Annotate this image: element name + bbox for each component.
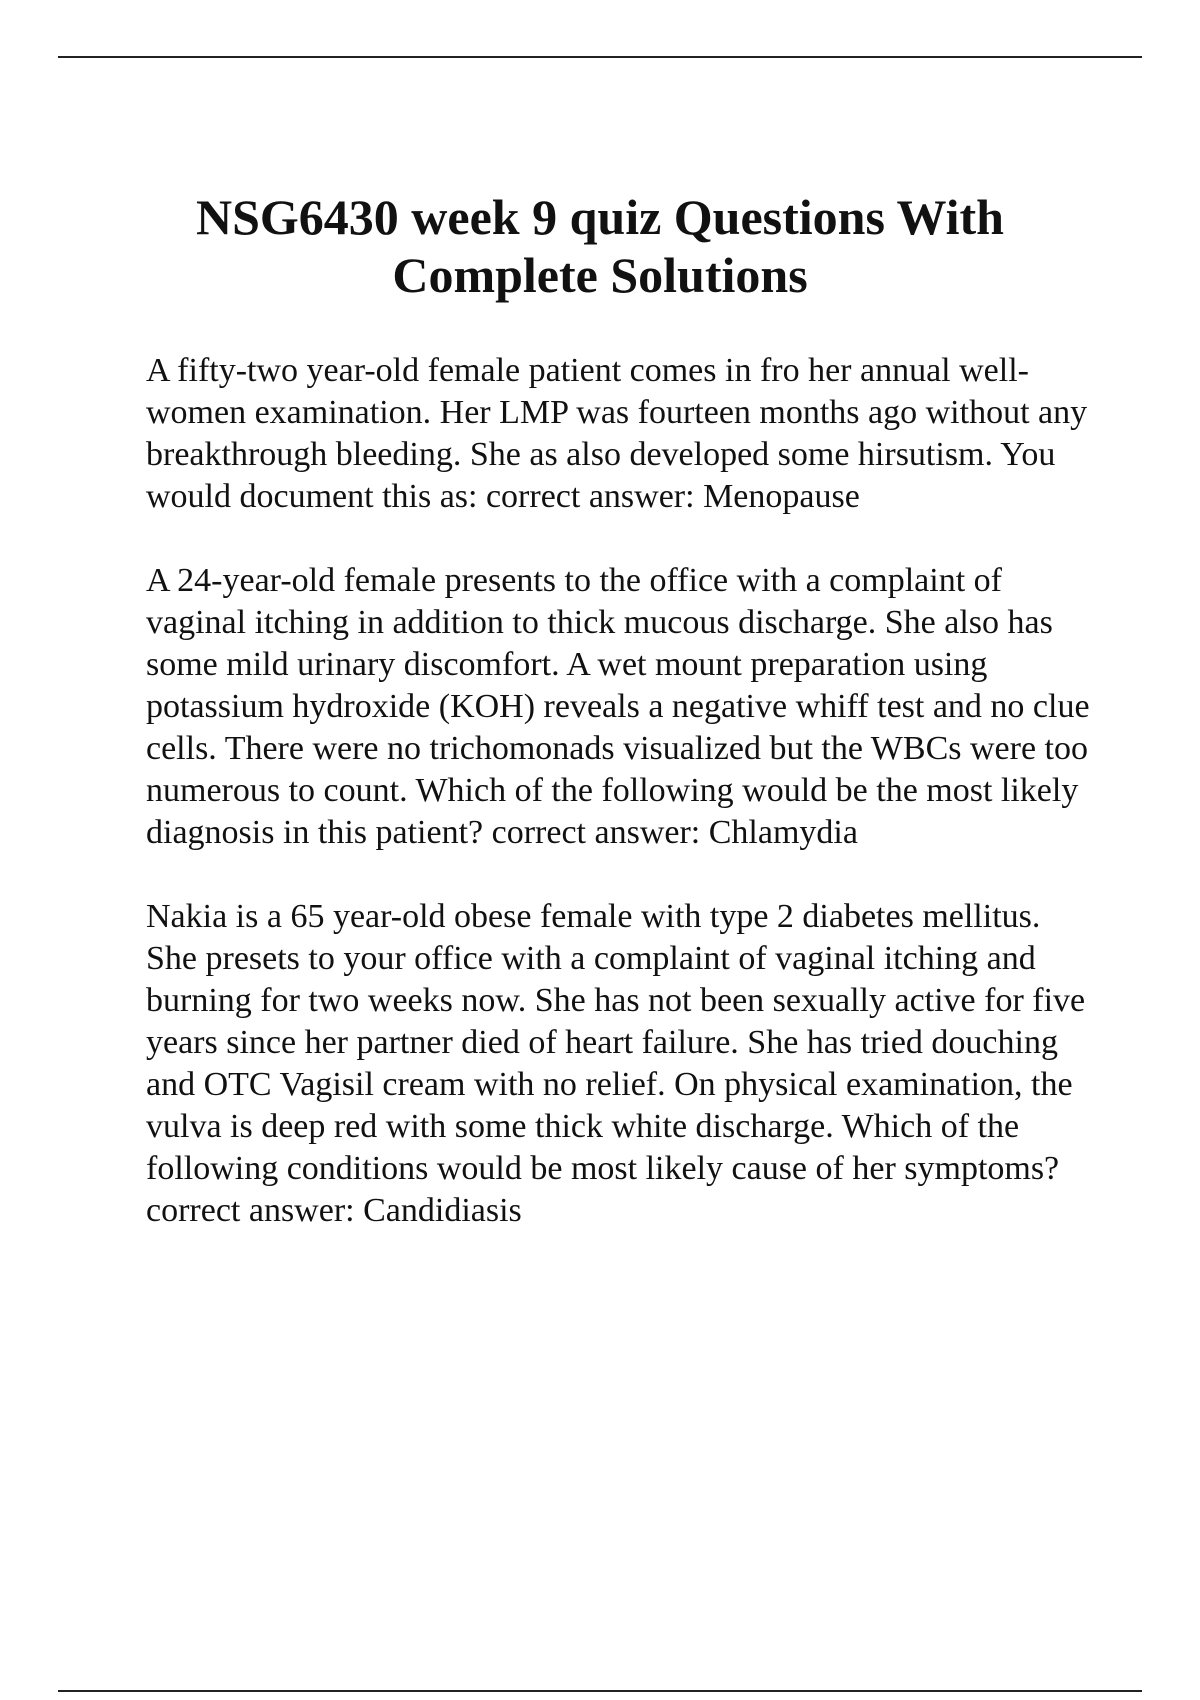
qa-entry-2: A 24-year-old female presents to the office with a complaint of vaginal itching in addition to thick mucous discharge. She also has some mild urinary discomfort. A wet mount preparation using potassium hydroxide (KOH) reveals a negative whiff test and no clue cells. There were no trichomonads visualized but the WBCs were too numerous to count. Which of the following would be the most likely diagnosis in this patient? correct answer: Chlamydia bbox=[146, 562, 1090, 851]
title-line-2: Complete Solutions bbox=[392, 247, 808, 303]
top-rule bbox=[58, 56, 1142, 58]
qa-entry-1: A fifty-two year-old female patient comes in fro her annual well-women examination. Her LMP was fourteen months ago without any breakthrough bleeding. She as also developed some hirsutism. You would document this as: correct answer: Menopause bbox=[146, 352, 1088, 515]
bottom-rule bbox=[58, 1690, 1142, 1692]
document-body bbox=[146, 350, 1096, 1232]
document-title bbox=[100, 188, 1100, 304]
title-line-1: NSG6430 week 9 quiz Questions With bbox=[195, 189, 1004, 245]
qa-entry-3: Nakia is a 65 year-old obese female with type 2 diabetes mellitus. She presets to your office with a complaint of vaginal itching and burning for two weeks now. She has not been sexually active for five years since her partner died of heart failure. She has tried douching and OTC Vagisil cream with no relief. On physical examination, the vulva is deep red with some thick white discharge. Which of the following conditions would be most likely cause of her symptoms? correct answer: Candidiasis bbox=[146, 898, 1086, 1229]
